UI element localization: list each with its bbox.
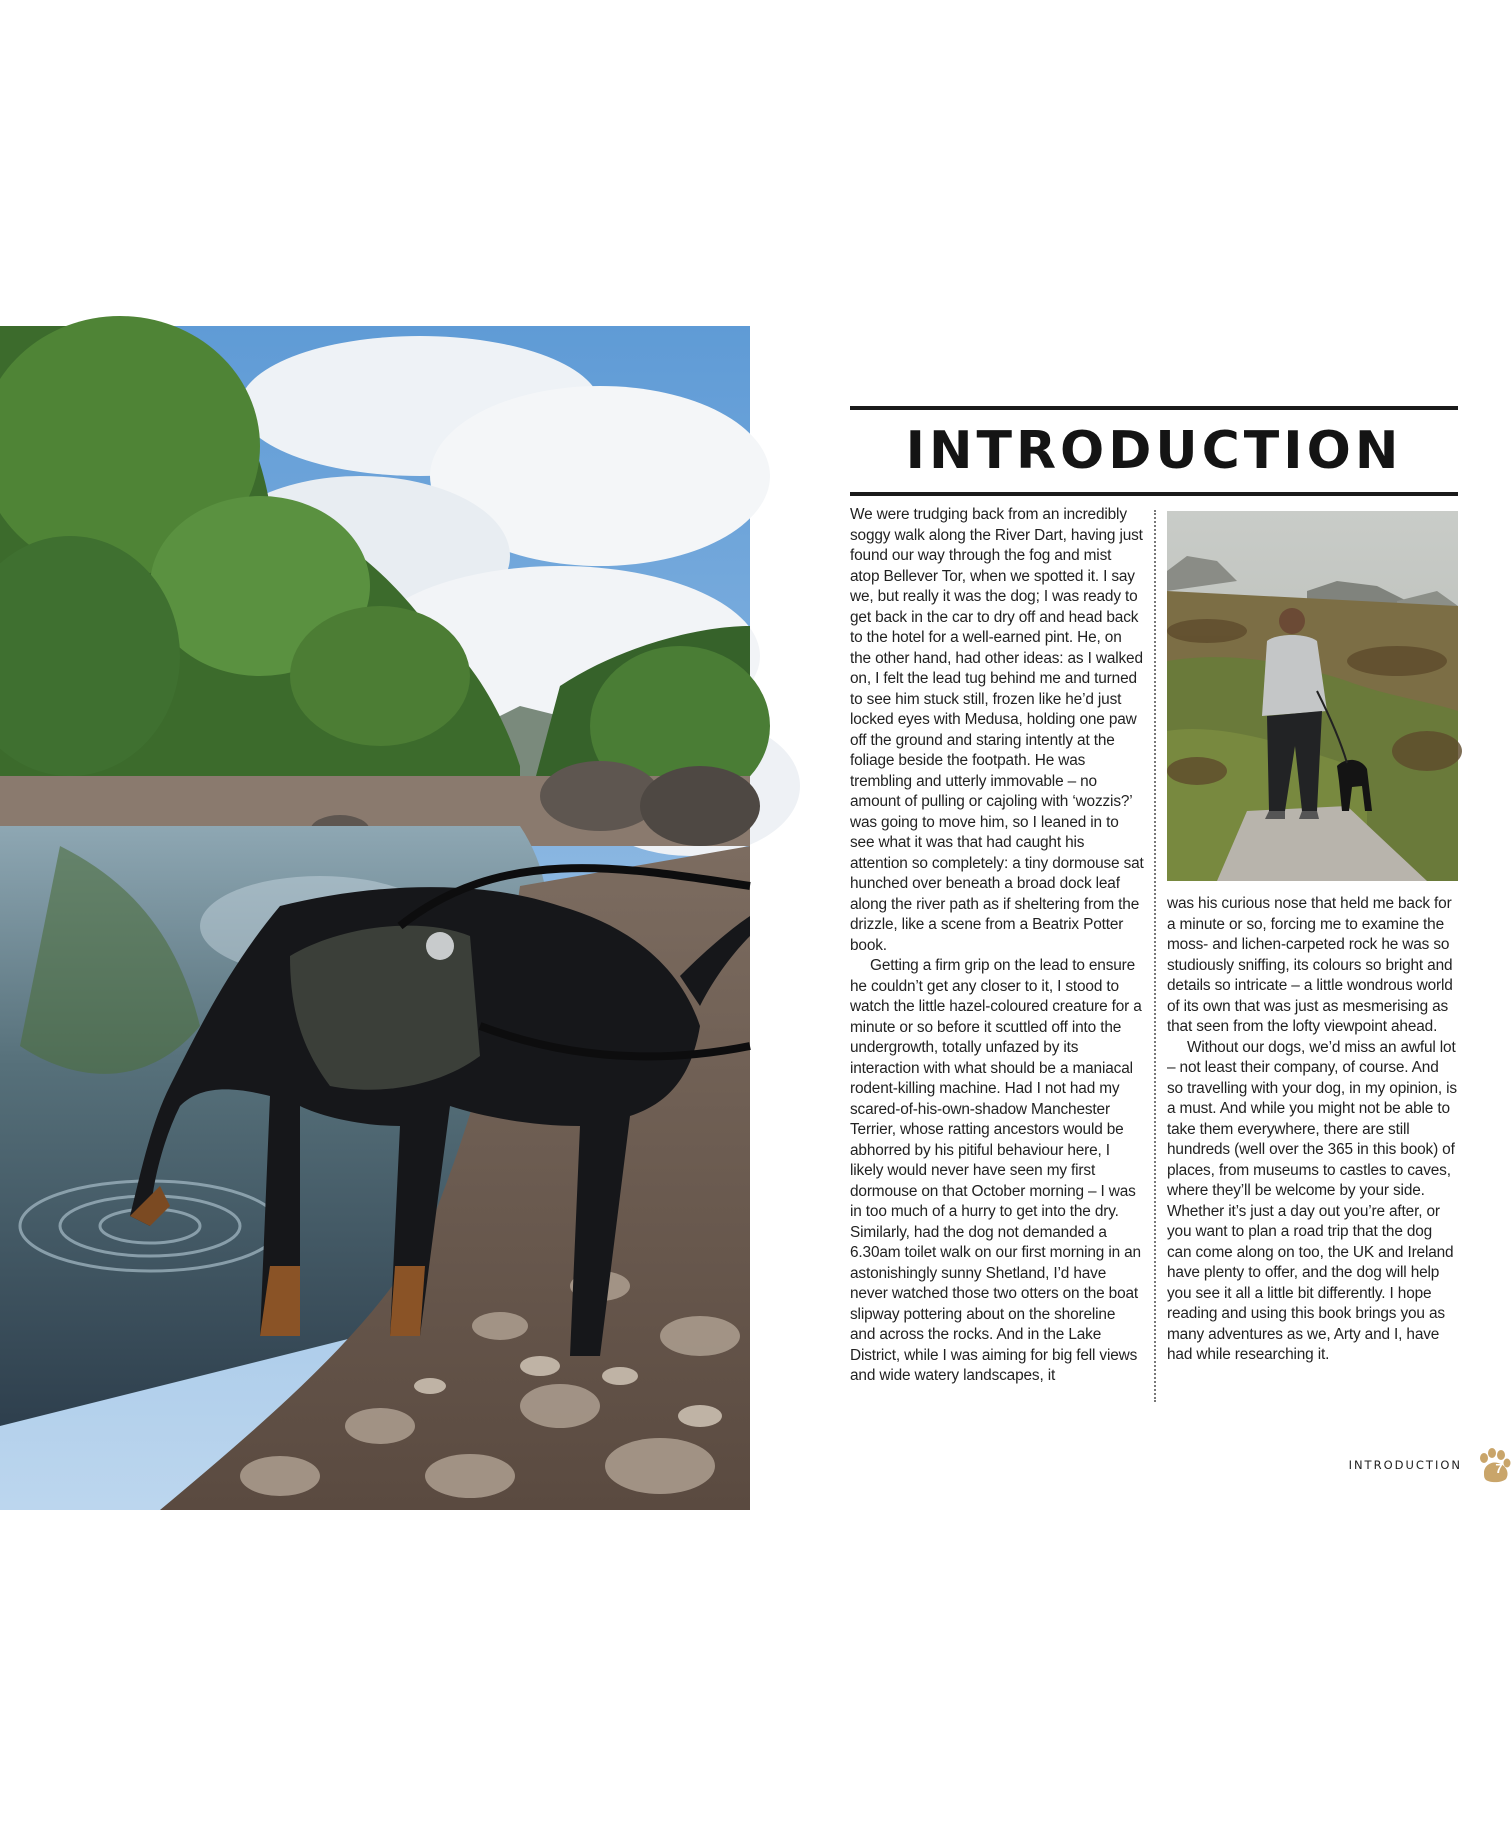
paw-print-icon (1476, 1447, 1512, 1483)
body-column-left (850, 505, 1144, 1405)
column-divider (1154, 510, 1156, 1402)
page-footer (1300, 1450, 1503, 1480)
dog-river-illustration (0, 326, 750, 1510)
body-column-right (1167, 894, 1458, 1414)
dog-river-photo (0, 326, 750, 1510)
body-paragraph: We were trudging back from an incredibly soggy walk along the River Dart, having just found our way through the fog and mist atop Bellever Tor, when we spotted it. I say we, but really it was the dog; I was ready to get back in the car to dry off and head back to the hotel for a well-earned pint. He, on the other hand, had other ideas: as I walked on, I felt the lead tug behind me and turned to see him stuck still, frozen like he’d just locked eyes with Medusa, holding one paw off the ground and staring intently at the foliage beside the footpath. He was trembling and utterly immovable – no amount of pulling or cajoling with ‘wozzis?’ was going to move him, so I leaned in to see what it was that had caught his attention so completely: a tiny dormouse sat hunched over beneath a broad dock leaf along the river path as if sheltering from the drizzle, like a scene from a Beatrix Potter book. (850, 506, 1144, 954)
moorland-walk-photo (1167, 511, 1458, 881)
body-paragraph: Getting a firm grip on the lead to ensure he couldn’t get any closer to it, I stood to watch the little hazel-coloured creature for a minute or so before it scuttled off into the undergrowth, totally unfazed by its interaction with what should be a maniacal rodent-killing machine. Had I not had my scared-of-his-own-shadow Manchester Terrier, whose ratting ancestors would be abhorred by his pitiful behaviour here, I likely would never have seen my first dormouse on that October morning – I was in too much of a hurry to get into the dry. Similarly, had the dog not demanded a 6.30am toilet walk on our first morning in an astonishingly sunny Shetland, I’d have never watched those two otters on the boat slipway pottering about on the shoreline and across the rocks. And in the Lake District, while I was aiming for big fell views and wide watery landscapes, it (850, 957, 1142, 1384)
title-rule-block (850, 406, 1458, 496)
page-number: 7 (1495, 1461, 1503, 1476)
moorland-walk-illustration (1167, 511, 1458, 881)
page-title: INTRODUCTION (905, 421, 1403, 481)
running-head: INTRODUCTION (1348, 1458, 1462, 1472)
body-paragraph: was his curious nose that held me back for a minute or so, forcing me to examine the moss- and lichen-carpeted rock he was so studiously sniffing, its colours so bright and details so intricate – a little wondrous world of its own that was just as mesmerising as that seen from the lofty viewpoint ahead. (1167, 895, 1453, 1035)
body-paragraph: Without our dogs, we’d miss an awful lot – not least their company, of course. And so travelling with your dog, in my opinion, is a must. And while you might not be able to take them everywhere, there are still hundreds (well over the 365 in this book) of places, from museums to castles to caves, where they’ll be welcome by your side. Whether it’s just a day out you’re after, or you want to plan a road trip that the dog can come along on too, the UK and Ireland have plenty to offer, and the dog will help you see it all a little bit differently. I hope reading and using this book brings you as many adventures as we, Arty and I, have had while researching it. (1167, 1038, 1457, 1363)
